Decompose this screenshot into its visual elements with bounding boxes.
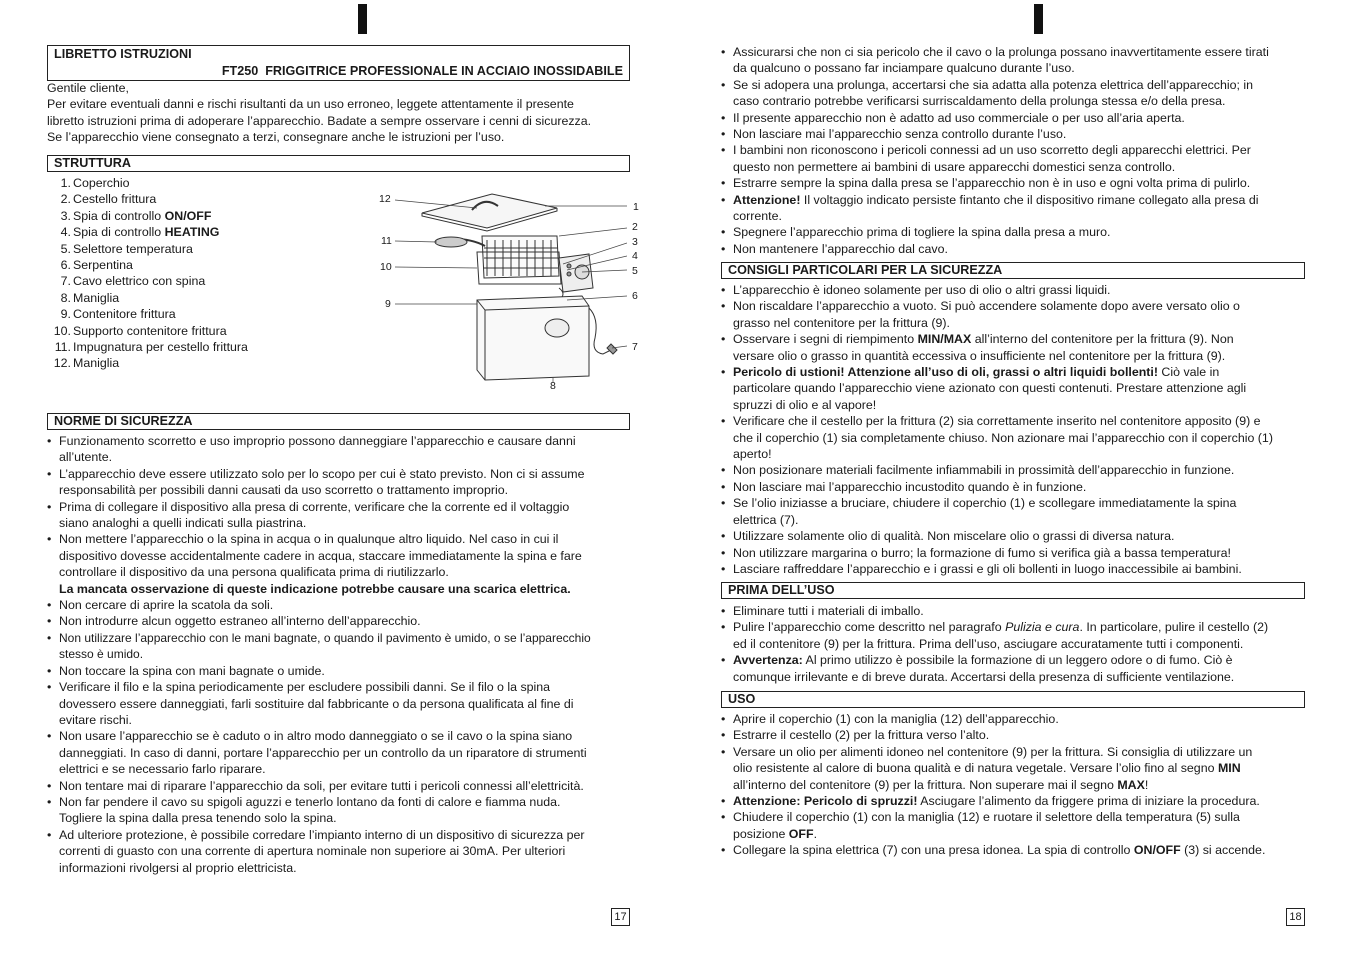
parts-list bbox=[47, 175, 287, 372]
intro bbox=[47, 80, 630, 146]
list-item: • Osservare i segni di riempimento MIN/MAX all’interno del contenitore per la frittura (9). Non versare olio o grasso in quantità eccessiva o insufficiente nel contenitore per la frittura (9). bbox=[721, 331, 1305, 364]
diagram-label: 12 bbox=[379, 193, 391, 205]
section-header-struttura bbox=[47, 155, 630, 172]
list-item: • Chiudere il coperchio (1) con la maniglia (12) e ruotare il selettore della temperatura (5) sulla posizione OFF. bbox=[721, 809, 1305, 842]
list-item: 11. Impugnatura per cestello frittura bbox=[54, 340, 248, 355]
list-item: • Estrarre il cestello (2) per la frittura verso l’alto. bbox=[721, 727, 1305, 743]
list-item: 1. Coperchio bbox=[60, 176, 130, 190]
list-item: • Spegnere l’apparecchio prima di togliere la spina dalla presa a muro. bbox=[721, 224, 1305, 240]
list-item: • I bambini non riconoscono i pericoli connessi ad un uso scorretto degli apparecchi elettrici. Per questo non permettere ai bambini di usare apparecchi domestici senza controllo. bbox=[721, 142, 1305, 175]
list-item: • Non introdurre alcun oggetto estraneo all’interno dell’apparecchio. bbox=[47, 613, 617, 629]
electric-shock-warning: La mancata osservazione di queste indicazione potrebbe causare una scarica elettrica. bbox=[59, 581, 571, 596]
diagram-label: 9 bbox=[385, 298, 391, 310]
list-item: • Attenzione: Pericolo di spruzzi! Asciugare l’alimento da friggere prima di iniziare la procedura. bbox=[721, 793, 1305, 809]
usage-list bbox=[721, 711, 1305, 859]
section-title: USO bbox=[728, 692, 756, 706]
list-item: 3. Spia di controllo ON/OFF bbox=[60, 208, 212, 223]
list-item: 9. Contenitore frittura bbox=[60, 307, 176, 322]
list-item: • Non lasciare mai l’apparecchio senza controllo durante l’uso. bbox=[721, 126, 1305, 142]
list-item: • Prima di collegare il dispositivo alla presa di corrente, verificare che la corrente ed il voltaggio siano analoghi a quelli indicati sulla piastrina. bbox=[47, 499, 617, 532]
special-safety-list bbox=[721, 282, 1305, 577]
list-item: • L’apparecchio deve essere utilizzato solo per lo scopo per cui è stato previsto. Non ci si assume responsabilità per possibili danni causati da uso scorretto o trattamento improprio. bbox=[47, 466, 617, 499]
list-item: • Non mettere l’apparecchio o la spina in acqua o in qualunque altro liquido. Nel caso in cui il dispositivo dovesse accidentalmente cadere in acqua, staccare immediatamente la spina e fare controllare il dispositivo da una persona qualificata prima di riutilizzarlo. La mancata osservazione di queste indicazione potrebbe causare una scarica elettrica. bbox=[47, 531, 617, 597]
fryer-illustration bbox=[327, 188, 627, 398]
diagram-label: 1 bbox=[633, 201, 639, 213]
list-item: 4. Spia di controllo HEATING bbox=[60, 225, 220, 240]
list-item: • Non riscaldare l’apparecchio a vuoto. Si può accendere solamente dopo avere versato olio o grasso nel contenitore per la frittura (9). bbox=[721, 298, 1305, 331]
list-item: • Utilizzare solamente olio di qualità. Non miscelare olio o grassi di diversa natura. bbox=[721, 528, 1305, 544]
list-item: • Verificare il filo e la spina periodicamente per escludere possibili danni. Se il filo o la spina dovessero essere danneggiati, farli sostituire dal fabbricante o da persona qualificata al fine di evitare rischi. bbox=[47, 679, 617, 728]
list-item: 5. Selettore temperatura bbox=[60, 241, 193, 256]
diagram-label: 3 bbox=[632, 236, 638, 248]
manual-header-box bbox=[47, 45, 630, 81]
list-item: • Collegare la spina elettrica (7) con una presa idonea. La spia di controllo ON/OFF (3) si accende. bbox=[721, 842, 1305, 858]
list-item: • Non cercare di aprire la scatola da soli. bbox=[47, 597, 617, 613]
list-item: • L’apparecchio è idoneo solamente per uso di olio o altri grassi liquidi. bbox=[721, 282, 1305, 298]
list-item: • Eliminare tutti i materiali di imballo. bbox=[721, 603, 1305, 619]
list-item: • Non utilizzare l’apparecchio con le mani bagnate, o quando il pavimento è umido, o se l’apparecchio stesso è umido. bbox=[47, 630, 617, 663]
list-item: 2. Cestello frittura bbox=[60, 192, 157, 207]
safety-rules-list bbox=[47, 433, 617, 876]
section-header-prima bbox=[721, 582, 1305, 599]
intro-line: Se l’apparecchio viene consegnato a terzi, consegnare anche le istruzioni per l’uso. bbox=[47, 130, 505, 145]
section-title: NORME DI SICUREZZA bbox=[54, 414, 193, 428]
before-use-list bbox=[721, 603, 1305, 685]
list-item: 10. Supporto contenitore frittura bbox=[53, 323, 227, 338]
list-item: 6. Serpentina bbox=[60, 258, 133, 273]
list-item: • Verificare che il cestello per la frittura (2) sia correttamente inserito nel contenitore apposito (9) e che il coperchio (1) sia completamente chiuso. Non azionare mai l’apparecchio con il coperchio (1) aperto! bbox=[721, 413, 1305, 462]
page-number-left: 17 bbox=[611, 908, 630, 926]
product-name: FRIGGITRICE PROFESSIONALE IN ACCIAIO INOSSIDABILE bbox=[265, 64, 623, 78]
safety-rules-continued-list bbox=[721, 44, 1305, 257]
list-item: • Non mantenere l’apparecchio dal cavo. bbox=[721, 241, 1305, 257]
list-item: • Lasciare raffreddare l’apparecchio e i grassi e gli oli bollenti in luogo inaccessibile ai bambini. bbox=[721, 561, 1305, 577]
list-item: • Il presente apparecchio non è adatto ad uso commerciale o per uso all’aria aperta. bbox=[721, 110, 1305, 126]
section-title: PRIMA DELL’USO bbox=[728, 583, 835, 597]
fryer-diagram bbox=[327, 188, 639, 398]
list-item: • Assicurarsi che non ci sia pericolo che il cavo o la prolunga possano inavvertitamente essere tirati da qualcuno o possano far inciampare qualcuno durante l’uso. bbox=[721, 44, 1305, 77]
diagram-label: 7 bbox=[632, 341, 638, 353]
list-item: • Versare un olio per alimenti idoneo nel contenitore (9) per la frittura. Si consiglia di utilizzare un olio resistente al calore di buona qualità e di natura vegetale. Versare l’olio fino al segno MIN all’interno del contenitore (9) per la frittura. Non superare mai il segno MAX! bbox=[721, 744, 1305, 793]
model-code: FT250 bbox=[221, 64, 259, 78]
diagram-label: 10 bbox=[380, 261, 392, 273]
list-item: • Pericolo di ustioni! Attenzione all’uso di oli, grassi o altri liquidi bollenti! Ciò vale in particolare quando l’apparecchio viene azionato con questi contenuti. Prestare attenzione agli spruzzi di olio e al vapore! bbox=[721, 364, 1305, 413]
list-item: • Pulire l’apparecchio come descritto nel paragrafo Pulizia e cura. In particolare, pulire il cestello (2) ed il contenitore (9) per la frittura. Prima dell’uso, asciugare accuratamente tutti i componenti. bbox=[721, 619, 1305, 652]
intro-line: libretto istruzioni prima di adoperare l’apparecchio. Badate a sempre osservare i cenni di sicurezza. bbox=[47, 113, 592, 128]
diagram-label: 2 bbox=[632, 221, 638, 233]
attention-label: Attenzione! bbox=[733, 192, 801, 207]
list-item: • Ad ulteriore protezione, è possibile corredare l’impianto interno di un dispositivo di sicurezza per correnti di guasto con una corrente di apertura nominale non superiore ai 30mA. Per ulteriori informazioni rivolgersi al proprio elettricista. bbox=[47, 827, 617, 876]
language-tab-mark-left bbox=[358, 4, 367, 34]
manual-title: LIBRETTO ISTRUZIONI bbox=[54, 47, 192, 61]
list-item: • Funzionamento scorretto e uso improprio possono danneggiare l’apparecchio e causare danni all’utente. bbox=[47, 433, 617, 466]
list-item: • Se l’olio iniziasse a bruciare, chiudere il coperchio (1) e scollegare immediatamente la spina elettrica (7). bbox=[721, 495, 1305, 528]
list-item: 7. Cavo elettrico con spina bbox=[60, 274, 206, 289]
section-header-consigli bbox=[721, 262, 1305, 279]
section-header-norme bbox=[47, 413, 630, 430]
section-title: STRUTTURA bbox=[54, 156, 131, 170]
list-item: 8. Maniglia bbox=[60, 290, 120, 305]
diagram-label: 4 bbox=[632, 250, 638, 262]
list-item: 12. Maniglia bbox=[53, 356, 120, 371]
list-item: • Aprire il coperchio (1) con la maniglia (12) dell’apparecchio. bbox=[721, 711, 1305, 727]
list-item: • Non toccare la spina con mani bagnate o umide. bbox=[47, 663, 617, 679]
list-item: • Non usare l’apparecchio se è caduto o in altro modo danneggiato o se il cavo o la spina siano danneggiati. In caso di danni, portare l’apparecchio per un controllo da un riparatore di strumenti elettrici e se necessario farlo riparare. bbox=[47, 728, 617, 777]
diagram-label: 8 bbox=[550, 380, 556, 392]
diagram-label: 5 bbox=[632, 265, 638, 277]
list-item: • Estrarre sempre la spina dalla presa se l’apparecchio non è in uso e ogni volta prima di pulirlo. bbox=[721, 175, 1305, 191]
language-tab-mark-right bbox=[1034, 4, 1043, 34]
intro-line: Per evitare eventuali danni e rischi risultanti da un uso erroneo, leggete attentamente il presente bbox=[47, 97, 574, 112]
list-item: • Attenzione! Il voltaggio indicato persiste fintanto che il dispositivo rimane collegato alla presa di corrente. bbox=[721, 192, 1305, 225]
diagram-label: 11 bbox=[381, 235, 392, 247]
page-number-right: 18 bbox=[1286, 908, 1305, 926]
section-header-uso bbox=[721, 691, 1305, 708]
list-item: • Non utilizzare margarina o burro; la formazione di fumo si verifica già a bassa temperatura! bbox=[721, 545, 1305, 561]
list-item: • Non lasciare mai l’apparecchio incustodito quando è in funzione. bbox=[721, 479, 1305, 495]
diagram-label: 6 bbox=[632, 290, 638, 302]
list-item: • Non tentare mai di riparare l’apparecchio da soli, per evitare tutti i pericoli connessi all’elettricità. bbox=[47, 778, 617, 794]
list-item: • Se si adopera una prolunga, accertarsi che sia adatta alla potenza elettrica dell’apparecchio; in caso contrario potrebbe verificarsi surriscaldamento della prolunga stessa e/o della presa. bbox=[721, 77, 1305, 110]
greeting: Gentile cliente, bbox=[47, 81, 129, 95]
section-title: CONSIGLI PARTICOLARI PER LA SICUREZZA bbox=[728, 263, 1003, 277]
product-title bbox=[54, 62, 623, 80]
list-item: • Non far pendere il cavo su spigoli aguzzi e tenerlo lontano da fonti di calore e fiamma nuda. Togliere la spina dalla presa tenendo solo la spina. bbox=[47, 794, 617, 827]
list-item: • Avvertenza: Al primo utilizzo è possibile la formazione di un leggero odore o di fumo. Ciò è comunque irrilevante e di breve durata. Accertarsi della presenza di sufficiente ventilazione. bbox=[721, 652, 1305, 685]
list-item: • Non posizionare materiali facilmente infiammabili in prossimità dell’apparecchio in funzione. bbox=[721, 462, 1305, 478]
